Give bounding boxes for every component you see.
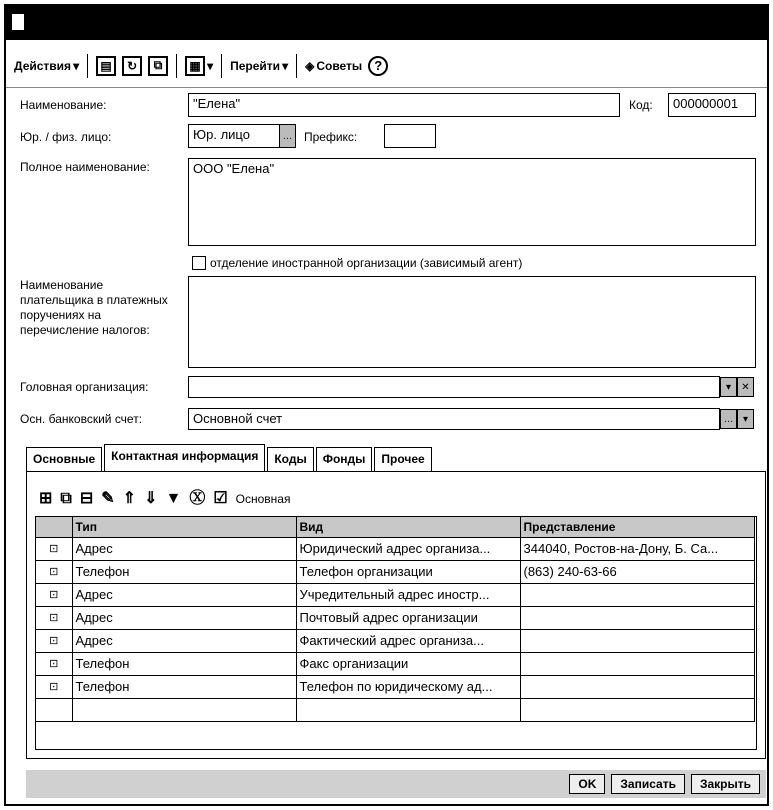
window-icon (12, 14, 24, 30)
type-field[interactable]: Юр. лицо (188, 124, 280, 148)
table-row[interactable] (36, 583, 754, 606)
cell-kind[interactable]: Фактический адрес организа... (296, 629, 520, 652)
filter-icon[interactable]: ▼ (165, 490, 182, 507)
cell-type[interactable]: Телефон (72, 675, 296, 698)
clear-filter-icon[interactable]: Ⓧ (189, 490, 206, 507)
table-row[interactable] (36, 629, 754, 652)
print-menu-button[interactable] (185, 56, 213, 76)
bank-account-label: Осн. банковский счет: (20, 412, 143, 426)
empty-cell (72, 698, 296, 721)
bank-account-dropdown-button[interactable]: ▾ (737, 409, 754, 429)
row-contact-icon: ⊡ (36, 652, 72, 675)
table-header-row (36, 517, 754, 537)
cell-kind[interactable]: Телефон организации (296, 560, 520, 583)
cell-kind[interactable]: Факс организации (296, 652, 520, 675)
cell-kind[interactable]: Телефон по юридическому ад... (296, 675, 520, 698)
contact-info-panel (26, 471, 766, 759)
code-label: Код: (629, 98, 653, 112)
type-select-button[interactable]: … (279, 124, 296, 148)
table-row[interactable] (36, 652, 754, 675)
tab-funds[interactable]: Фонды (316, 447, 373, 471)
row-contact-icon: ⊡ (36, 675, 72, 698)
close-button[interactable]: Закрыть (691, 774, 760, 794)
cell-representation[interactable] (520, 583, 754, 606)
organization-window (4, 4, 769, 806)
table-row[interactable] (36, 675, 754, 698)
row-contact-icon: ⊡ (36, 629, 72, 652)
cell-type[interactable]: Адрес (72, 537, 296, 560)
table-row[interactable] (36, 606, 754, 629)
toolbar-separator (221, 54, 222, 78)
cell-type[interactable]: Адрес (72, 606, 296, 629)
prefix-label: Префикс: (304, 130, 358, 144)
empty-row (36, 698, 754, 721)
chevron-down-icon: ▾ (73, 58, 80, 73)
cell-representation[interactable] (520, 606, 754, 629)
row-contact-icon: ⊡ (36, 606, 72, 629)
save-button[interactable]: Записать (611, 774, 685, 794)
head-org-dropdown-button[interactable]: ▾ (720, 377, 737, 397)
tips-button[interactable] (305, 59, 362, 73)
bank-account-select-button[interactable]: … (720, 409, 737, 429)
head-org-field[interactable] (188, 376, 720, 398)
footer-bar (26, 770, 766, 798)
column-header-icon (36, 517, 72, 537)
cell-kind[interactable]: Юридический адрес организа... (296, 537, 520, 560)
actions-label: Действия (14, 58, 72, 73)
name-label: Наименование: (20, 98, 107, 112)
fullname-label: Полное наименование: (20, 160, 150, 174)
cell-type[interactable]: Адрес (72, 629, 296, 652)
bank-account-field[interactable]: Основной счет (188, 408, 720, 430)
cell-kind[interactable]: Учредительный адрес иностр... (296, 583, 520, 606)
table-row[interactable] (36, 537, 754, 560)
save-icon[interactable]: ▤ (96, 56, 116, 76)
tab-main[interactable]: Основные (26, 447, 102, 471)
copy-icon[interactable]: ⧉ (148, 56, 168, 76)
actions-menu-button[interactable] (14, 59, 79, 73)
contact-toolbar (39, 486, 290, 512)
contact-table (36, 517, 755, 722)
toolbar (6, 44, 767, 88)
cell-kind[interactable]: Почтовый адрес организации (296, 606, 520, 629)
column-header-kind[interactable]: Вид (296, 517, 520, 537)
tab-codes[interactable]: Коды (267, 447, 313, 471)
cell-representation[interactable] (520, 652, 754, 675)
move-up-icon[interactable]: ⇑ (122, 490, 137, 507)
delete-row-icon[interactable]: ⊟ (79, 490, 94, 507)
chevron-down-icon: ▾ (282, 58, 289, 73)
cell-representation[interactable]: (863) 240-63-66 (520, 560, 754, 583)
tips-label: Советы (316, 58, 363, 73)
contact-grid (35, 516, 757, 750)
row-contact-icon: ⊡ (36, 583, 72, 606)
empty-cell (520, 698, 754, 721)
head-org-label: Головная организация: (20, 380, 149, 394)
name-field[interactable]: "Елена" (188, 93, 620, 117)
cell-type[interactable]: Адрес (72, 583, 296, 606)
tab-other[interactable]: Прочее (374, 447, 431, 471)
empty-cell (296, 698, 520, 721)
payer-name-label: Наименование плательщика в платежных поручениях на перечисление налогов: (20, 278, 168, 337)
chevron-down-icon: ▾ (207, 58, 214, 73)
cell-representation[interactable]: 344040, Ростов-на-Дону, Б. Са... (520, 537, 754, 560)
add-row-icon[interactable]: ⊞ (39, 490, 53, 507)
tab-contact-info[interactable]: Контактная информация (104, 444, 265, 471)
tab-bar (26, 447, 434, 471)
empty-cell (36, 698, 72, 721)
payer-name-field[interactable] (188, 276, 756, 368)
refresh-icon[interactable]: ↻ (122, 56, 142, 76)
ok-button[interactable]: OK (569, 774, 605, 794)
head-org-clear-button[interactable]: ✕ (737, 377, 754, 397)
column-header-representation[interactable]: Представление (520, 517, 754, 537)
row-contact-icon: ⊡ (36, 560, 72, 583)
toolbar-separator (296, 54, 297, 78)
foreign-org-checkbox[interactable] (192, 256, 206, 270)
toolbar-separator (87, 54, 88, 78)
edit-row-icon[interactable]: ✎ (101, 490, 115, 507)
code-field[interactable]: 000000001 (668, 93, 756, 117)
set-main-icon[interactable]: ☑ (213, 490, 228, 507)
move-down-icon[interactable]: ⇓ (144, 490, 158, 507)
tips-icon: ◈ (305, 58, 315, 73)
table-row[interactable] (36, 560, 754, 583)
column-header-type[interactable]: Тип (72, 517, 296, 537)
copy-row-icon[interactable]: ⧉ (60, 490, 72, 507)
prefix-field[interactable] (384, 124, 436, 148)
goto-label: Перейти (230, 58, 281, 73)
toolbar-separator (176, 54, 177, 78)
print-icon: ▦ (185, 56, 205, 76)
title-bar (6, 6, 767, 40)
goto-menu-button[interactable] (230, 59, 288, 73)
set-main-button[interactable]: Основная (235, 492, 291, 506)
foreign-org-label: отделение иностранной организации (зависимый агент) (210, 256, 523, 270)
fullname-field[interactable]: ООО "Елена" (188, 158, 756, 246)
cell-type[interactable]: Телефон (72, 560, 296, 583)
row-contact-icon: ⊡ (36, 537, 72, 560)
cell-representation[interactable] (520, 675, 754, 698)
cell-representation[interactable] (520, 629, 754, 652)
cell-type[interactable]: Телефон (72, 652, 296, 675)
help-icon[interactable]: ? (368, 56, 388, 76)
type-label: Юр. / физ. лицо: (20, 130, 112, 144)
